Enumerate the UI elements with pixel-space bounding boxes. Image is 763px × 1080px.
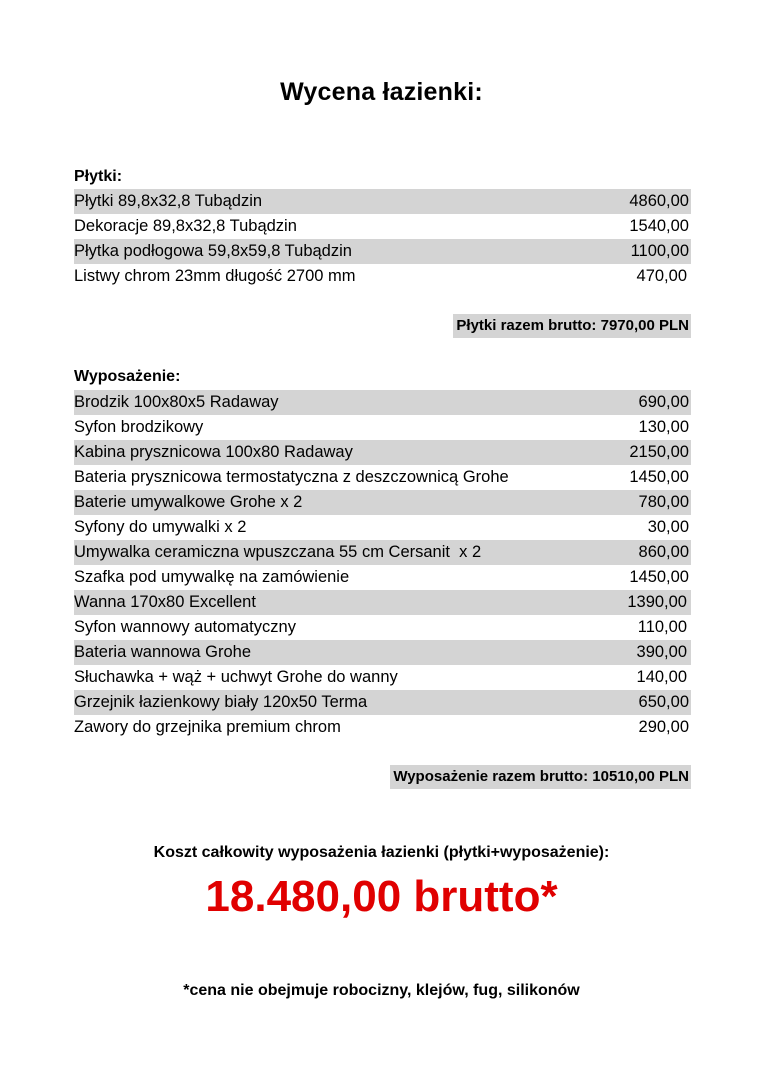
item-name: Brodzik 100x80x5 Radaway [74, 393, 279, 411]
item-name: Kabina prysznicowa 100x80 Radaway [74, 443, 353, 461]
table-row [74, 390, 691, 415]
item-price: 650,00 [638, 693, 689, 711]
table-row [74, 465, 691, 490]
item-name: Listwy chrom 23mm długość 2700 mm [74, 267, 356, 285]
item-name: Bateria wannowa Grohe [74, 643, 252, 661]
item-name: Dekoracje 89,8x32,8 Tubądzin [74, 217, 297, 235]
item-name: Syfon wannowy automatyczny [74, 618, 296, 636]
item-price: 4860,00 [629, 192, 689, 210]
table-row [74, 540, 691, 565]
tiles-section-label: Płytki: [74, 168, 123, 185]
item-price: 2150,00 [629, 443, 689, 461]
item-price: 130,00 [638, 418, 689, 436]
item-price: 1390,00 [627, 593, 687, 611]
table-row [74, 565, 691, 590]
item-price: 110,00 [637, 618, 687, 636]
document-title: Wycena łazienki: [280, 78, 483, 106]
table-row [74, 490, 691, 515]
table-row [74, 515, 691, 540]
item-price: 290,00 [638, 718, 689, 736]
tiles-subtotal: Płytki razem brutto: 7970,00 PLN [453, 314, 691, 338]
item-name: Baterie umywalkowe Grohe x 2 [74, 493, 303, 511]
item-name: Płytki 89,8x32,8 Tubądzin [74, 192, 263, 210]
table-row [74, 239, 691, 264]
table-row [74, 615, 691, 640]
item-name: Zawory do grzejnika premium chrom [74, 718, 341, 736]
table-row [74, 415, 691, 440]
item-name: Słuchawka + wąż + uchwyt Grohe do wanny [74, 668, 398, 686]
item-price: 690,00 [638, 393, 689, 411]
total-caption: Koszt całkowity wyposażenia łazienki (płytki+wyposażenie): [153, 844, 610, 861]
item-name: Syfon brodzikowy [74, 418, 204, 436]
item-price: 390,00 [636, 643, 687, 661]
item-name: Umywalka ceramiczna wpuszczana 55 cm Cersanit x 2 [74, 543, 482, 561]
item-name: Szafka pod umywalkę na zamówienie [74, 568, 350, 586]
item-name: Grzejnik łazienkowy biały 120x50 Terma [74, 693, 368, 711]
item-price: 1100,00 [630, 242, 689, 260]
table-row [74, 264, 691, 289]
item-price: 140,00 [636, 668, 687, 686]
item-price: 780,00 [638, 493, 689, 511]
item-price: 470,00 [636, 267, 687, 285]
item-name: Wanna 170x80 Excellent [74, 593, 256, 611]
item-price: 30,00 [647, 518, 689, 536]
equipment-section-label: Wyposażenie: [74, 368, 181, 385]
item-price: 1450,00 [629, 568, 689, 586]
table-row [74, 715, 691, 740]
total-value: 18.480,00 brutto* [205, 872, 558, 921]
table-row [74, 214, 691, 239]
footnote: *cena nie obejmuje robocizny, klejów, fug, silikonów [183, 982, 580, 999]
item-price: 1540,00 [629, 217, 689, 235]
table-row [74, 189, 691, 214]
tiles-table [74, 189, 691, 289]
item-name: Syfony do umywalki x 2 [74, 518, 247, 536]
table-row [74, 665, 691, 690]
table-row [74, 640, 691, 665]
equipment-subtotal: Wyposażenie razem brutto: 10510,00 PLN [390, 765, 691, 789]
equipment-table [74, 390, 691, 740]
item-price: 1450,00 [629, 468, 689, 486]
table-row [74, 690, 691, 715]
item-price: 860,00 [638, 543, 689, 561]
item-name: Bateria prysznicowa termostatyczna z deszczownicą Grohe [74, 468, 509, 486]
item-name: Płytka podłogowa 59,8x59,8 Tubądzin [74, 242, 352, 260]
table-row [74, 590, 691, 615]
table-row [74, 440, 691, 465]
